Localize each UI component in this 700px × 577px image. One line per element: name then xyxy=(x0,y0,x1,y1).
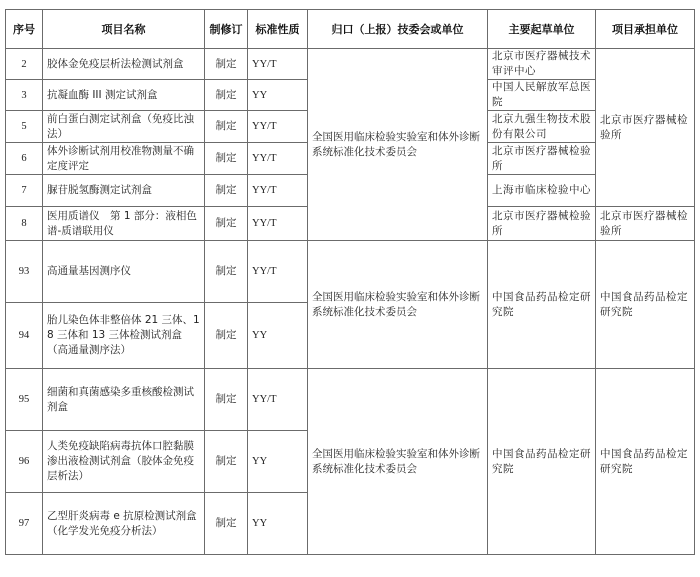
row-seq: 8 xyxy=(6,207,43,241)
header-revise: 制修订 xyxy=(205,10,248,49)
drafter-cell: 中国食品药品检定研究院 xyxy=(488,369,596,555)
table-row xyxy=(6,369,695,431)
row-seq: 5 xyxy=(6,111,43,143)
row-nature: YY/T xyxy=(248,369,308,431)
row-revise: 制定 xyxy=(205,111,248,143)
row-revise: 制定 xyxy=(205,241,248,303)
table-row xyxy=(6,241,695,303)
row-revise: 制定 xyxy=(205,49,248,80)
committee-cell: 全国医用临床检验实验室和体外诊断系统标准化技术委员会 xyxy=(308,241,488,369)
row-name: 脲苷脱氢酶测定试剂盒 xyxy=(43,175,205,207)
header-drafter: 主要起草单位 xyxy=(488,10,596,49)
row-nature: YY/T xyxy=(248,143,308,175)
header-seq: 序号 xyxy=(6,10,43,49)
row-drafter: 北京九强生物技术股份有限公司 xyxy=(488,111,596,143)
header-row xyxy=(6,10,695,49)
row-drafter: 上海市临床检验中心 xyxy=(488,175,596,207)
row-revise: 制定 xyxy=(205,369,248,431)
row-nature: YY xyxy=(248,80,308,111)
row-name: 细菌和真菌感染多重核酸检测试剂盒 xyxy=(43,369,205,431)
row-seq: 95 xyxy=(6,369,43,431)
row-name: 胎儿染色体非整倍体 21 三体、18 三体和 13 三体检测试剂盒（高通量测序法） xyxy=(43,303,205,369)
undertaker-cell: 中国食品药品检定研究院 xyxy=(596,241,695,369)
row-seq: 3 xyxy=(6,80,43,111)
row-revise: 制定 xyxy=(205,207,248,241)
row-nature: YY/T xyxy=(248,207,308,241)
row-nature: YY/T xyxy=(248,241,308,303)
row-revise: 制定 xyxy=(205,431,248,493)
row-nature: YY xyxy=(248,431,308,493)
undertaker-cell: 中国食品药品检定研究院 xyxy=(596,369,695,555)
row-name: 前白蛋白测定试剂盒（免疫比浊法） xyxy=(43,111,205,143)
row-nature: YY/T xyxy=(248,175,308,207)
row-nature: YY/T xyxy=(248,49,308,80)
header-undertaker: 项目承担单位 xyxy=(596,10,695,49)
row-nature: YY xyxy=(248,303,308,369)
row-seq: 94 xyxy=(6,303,43,369)
header-nature: 标准性质 xyxy=(248,10,308,49)
committee-cell: 全国医用临床检验实验室和体外诊断系统标准化技术委员会 xyxy=(308,369,488,555)
undertaker-cell: 北京市医疗器械检验所 xyxy=(596,49,695,207)
row-seq: 2 xyxy=(6,49,43,80)
row-seq: 96 xyxy=(6,431,43,493)
row-name: 乙型肝炎病毒 e 抗原检测试剂盒（化学发光免疫分析法） xyxy=(43,493,205,555)
row-name: 体外诊断试剂用校准物测量不确定度评定 xyxy=(43,143,205,175)
row-drafter: 中国人民解放军总医院 xyxy=(488,80,596,111)
table-row xyxy=(6,49,695,80)
row-seq: 7 xyxy=(6,175,43,207)
row-revise: 制定 xyxy=(205,80,248,111)
row-revise: 制定 xyxy=(205,493,248,555)
row-seq: 6 xyxy=(6,143,43,175)
row-drafter: 北京市医疗器械检验所 xyxy=(488,143,596,175)
committee-cell: 全国医用临床检验实验室和体外诊断系统标准化技术委员会 xyxy=(308,49,488,241)
row-drafter: 北京市医疗器械检验所 xyxy=(488,207,596,241)
header-committee: 归口（上报）技委会或单位 xyxy=(308,10,488,49)
row-seq: 97 xyxy=(6,493,43,555)
row-seq: 93 xyxy=(6,241,43,303)
row-revise: 制定 xyxy=(205,143,248,175)
row-revise: 制定 xyxy=(205,303,248,369)
header-name: 项目名称 xyxy=(43,10,205,49)
row-name: 医用质谱仪 第 1 部分：液相色谱-质谱联用仪 xyxy=(43,207,205,241)
row-nature: YY/T xyxy=(248,111,308,143)
row-revise: 制定 xyxy=(205,175,248,207)
row-name: 抗凝血酶 III 测定试剂盒 xyxy=(43,80,205,111)
drafter-cell: 中国食品药品检定研究院 xyxy=(488,241,596,369)
row-name: 人类免疫缺陷病毒抗体口腔黏膜渗出液检测试剂盒（胶体金免疫层析法） xyxy=(43,431,205,493)
row-name: 胶体金免疫层析法检测试剂盒 xyxy=(43,49,205,80)
row-name: 高通量基因测序仪 xyxy=(43,241,205,303)
standards-table xyxy=(5,9,695,555)
row-nature: YY xyxy=(248,493,308,555)
row-drafter: 北京市医疗器械技术审评中心 xyxy=(488,49,596,80)
undertaker-cell: 北京市医疗器械检验所 xyxy=(596,207,695,241)
